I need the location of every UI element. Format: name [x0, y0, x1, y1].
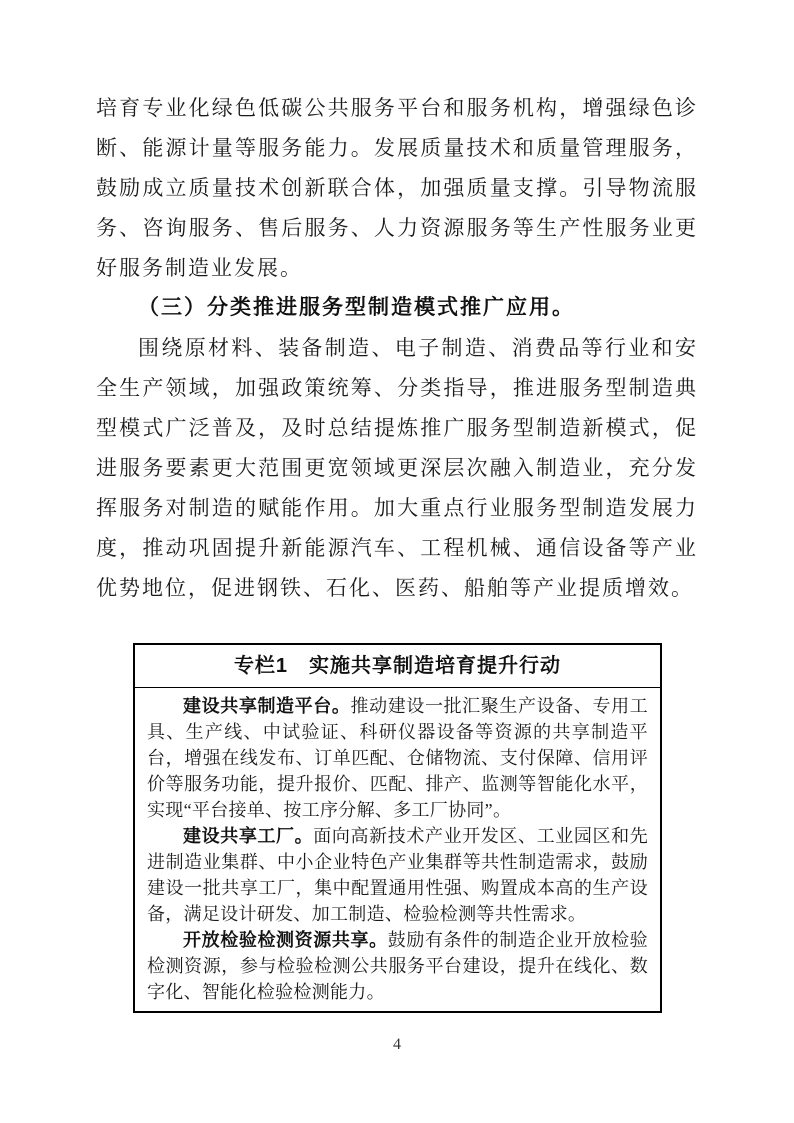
- box-paragraph-lead: 建设共享制造平台。: [183, 696, 351, 716]
- page-number: 4: [393, 1036, 401, 1053]
- box-paragraph-shared-platform: [147, 693, 648, 823]
- box-paragraph-shared-factory: [147, 823, 648, 927]
- box-paragraph-lead: 开放检验检测资源共享。: [183, 930, 388, 950]
- box-paragraph-lead: 建设共享工厂。: [183, 826, 314, 846]
- paragraph-continued: 培育专业化绿色低碳公共服务平台和服务机构，增强绿色诊断、能源计量等服务能力。发展质量技术和质量管理服务，鼓励成立质量技术创新联合体，加强质量支撑。引导物流服务、咨询服务、售后服务、人力资源服务等生产性服务业更好服务制造业发展。: [96, 96, 698, 280]
- box-paragraph-open-testing: [147, 927, 648, 1005]
- box-paragraph-text: 推动建设一批汇聚生产设备、专用工具、生产线、中试验证、科研仪器设备等资源的共享制造平台，增强在线发布、订单匹配、仓储物流、支付保障、信用评价等服务功能，提升报价、匹配、排产、监测等智能化水平，实现“平台接单、按工序分解、多工厂协同”。: [147, 696, 648, 820]
- column-box: [133, 643, 662, 1013]
- column-box-title: 专栏1 实施共享制造培育提升行动: [135, 645, 660, 688]
- box-paragraph-text: 鼓励有条件的制造企业开放检验检测资源，参与检验检测公共服务平台建设，提升在线化、数字化、智能化检验检测能力。: [147, 930, 648, 1002]
- column-box-body: [135, 688, 660, 1011]
- page-content: [96, 88, 698, 1013]
- box-paragraph-text: 面向高新技术产业开发区、工业园区和先进制造业集群、中小企业特色产业集群等共性制造需求，鼓励建设一批共享工厂，集中配置通用性强、购置成本高的生产设备，满足设计研发、加工制造、检验检测等共性需求。: [147, 826, 648, 924]
- section-heading: （三）分类推进服务型制造模式推广应用。: [138, 296, 575, 319]
- paragraph-body: 围绕原材料、装备制造、电子制造、消费品等行业和安全生产领域，加强政策统筹、分类指导，推进服务型制造典型模式广泛普及，及时总结提炼推广服务型制造新模式，促进服务要素更大范围更宽领域更深层次融入制造业，充分发挥服务对制造的赋能作用。加大重点行业服务型制造发展力度，推动巩固提升新能源汽车、工程机械、通信设备等产业优势地位，促进钢铁、石化、医药、船舶等产业提质增效。: [96, 336, 698, 600]
